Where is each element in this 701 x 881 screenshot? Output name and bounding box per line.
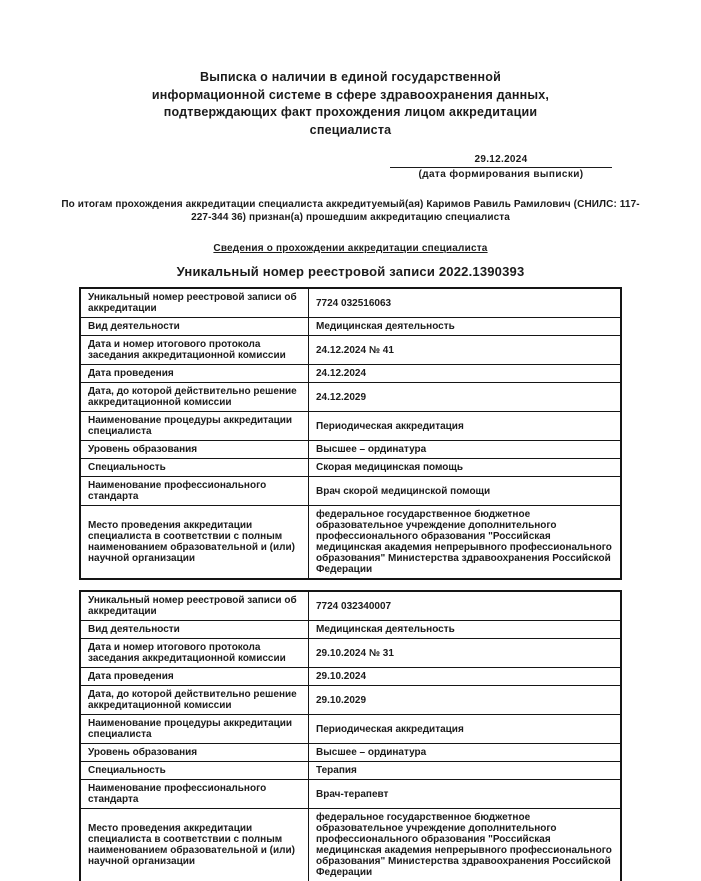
row-label: Уникальный номер реестровой записи об аккредитации — [80, 288, 309, 318]
table-row — [80, 762, 621, 780]
row-value: Скорая медицинская помощь — [309, 459, 622, 477]
row-value: Периодическая аккредитация — [309, 715, 622, 744]
table-row — [80, 744, 621, 762]
row-label: Наименование профессионального стандарта — [80, 477, 309, 506]
accreditation-table-1 — [79, 287, 622, 580]
row-value: Терапия — [309, 762, 622, 780]
row-value: 7724 032516063 — [309, 288, 622, 318]
document-title: Выписка о наличии в единой государственной информационной системе в сфере здравоохранения данных, подтверждающих факт прохождения лицом аккредитации специалиста — [151, 70, 550, 137]
row-label: Специальность — [80, 762, 309, 780]
table-row — [80, 591, 621, 621]
row-value: 24.12.2024 — [309, 365, 622, 383]
row-value: Медицинская деятельность — [309, 621, 622, 639]
row-label: Место проведения аккредитации специалиста в соответствии с полным наименованием образовательной и (или) научной организации — [80, 506, 309, 580]
row-label: Дата и номер итогового протокола заседания аккредитационной комиссии — [80, 336, 309, 365]
table-row — [80, 412, 621, 441]
table-row — [80, 459, 621, 477]
row-label: Дата проведения — [80, 668, 309, 686]
table-row — [80, 383, 621, 412]
row-label: Дата проведения — [80, 365, 309, 383]
table-row — [80, 318, 621, 336]
table-row — [80, 686, 621, 715]
row-value: 24.12.2024 № 41 — [309, 336, 622, 365]
row-value: 29.10.2024 — [309, 668, 622, 686]
table-row — [80, 288, 621, 318]
row-label: Вид деятельности — [80, 318, 309, 336]
row-value: федеральное государственное бюджетное образовательное учреждение дополнительного профессионального образования "Российская медицинская академия непрерывного профессионального образования" Министерства здравоохранения Российской Федерации — [309, 809, 622, 881]
row-value: Врач скорой медицинской помощи — [309, 477, 622, 506]
row-label: Наименование профессионального стандарта — [80, 780, 309, 809]
row-value: федеральное государственное бюджетное образовательное учреждение дополнительного профессионального образования "Российская медицинская академия непрерывного профессионального образования" Министерства здравоохранения Российской Федерации — [309, 506, 622, 580]
formation-date-block — [390, 154, 612, 180]
row-label: Уровень образования — [80, 744, 309, 762]
accreditation-table-2 — [79, 590, 622, 881]
table-row — [80, 668, 621, 686]
row-label: Дата, до которой действительно решение аккредитационной комиссии — [80, 686, 309, 715]
intro-paragraph: По итогам прохождения аккредитации специалиста аккредитуемый(ая) Каримов Равиль Рамилович (СНИЛС: 117-227-344 36) признан(а) прошедшим аккредитацию специалиста — [61, 199, 640, 223]
row-label: Наименование процедуры аккредитации специалиста — [80, 412, 309, 441]
table-row — [80, 809, 621, 881]
formation-date-label: (дата формирования выписки) — [418, 169, 584, 180]
table-row — [80, 477, 621, 506]
row-value: Медицинская деятельность — [309, 318, 622, 336]
table-row — [80, 715, 621, 744]
row-value: Высшее – ординатура — [309, 441, 622, 459]
row-label: Дата, до которой действительно решение аккредитационной комиссии — [80, 383, 309, 412]
registry-number-heading: Уникальный номер реестровой записи 2022.1390393 — [176, 264, 525, 279]
row-value: 29.10.2029 — [309, 686, 622, 715]
section-heading: Сведения о прохождении аккредитации специалиста — [213, 243, 488, 254]
table-row — [80, 621, 621, 639]
row-label: Дата и номер итогового протокола заседания аккредитационной комиссии — [80, 639, 309, 668]
row-value: Высшее – ординатура — [309, 744, 622, 762]
table-row — [80, 441, 621, 459]
row-label: Место проведения аккредитации специалиста в соответствии с полным наименованием образовательной и (или) научной организации — [80, 809, 309, 881]
table-row — [80, 780, 621, 809]
table-row — [80, 639, 621, 668]
row-value: Периодическая аккредитация — [309, 412, 622, 441]
row-label: Уровень образования — [80, 441, 309, 459]
table-row — [80, 365, 621, 383]
row-label: Уникальный номер реестровой записи об аккредитации — [80, 591, 309, 621]
row-label: Специальность — [80, 459, 309, 477]
table-row — [80, 506, 621, 580]
row-label: Наименование процедуры аккредитации специалиста — [80, 715, 309, 744]
row-value: 29.10.2024 № 31 — [309, 639, 622, 668]
row-value: Врач-терапевт — [309, 780, 622, 809]
formation-date-value: 29.12.2024 — [390, 154, 612, 168]
table-row — [80, 336, 621, 365]
row-value: 24.12.2029 — [309, 383, 622, 412]
row-label: Вид деятельности — [80, 621, 309, 639]
row-value: 7724 032340007 — [309, 591, 622, 621]
